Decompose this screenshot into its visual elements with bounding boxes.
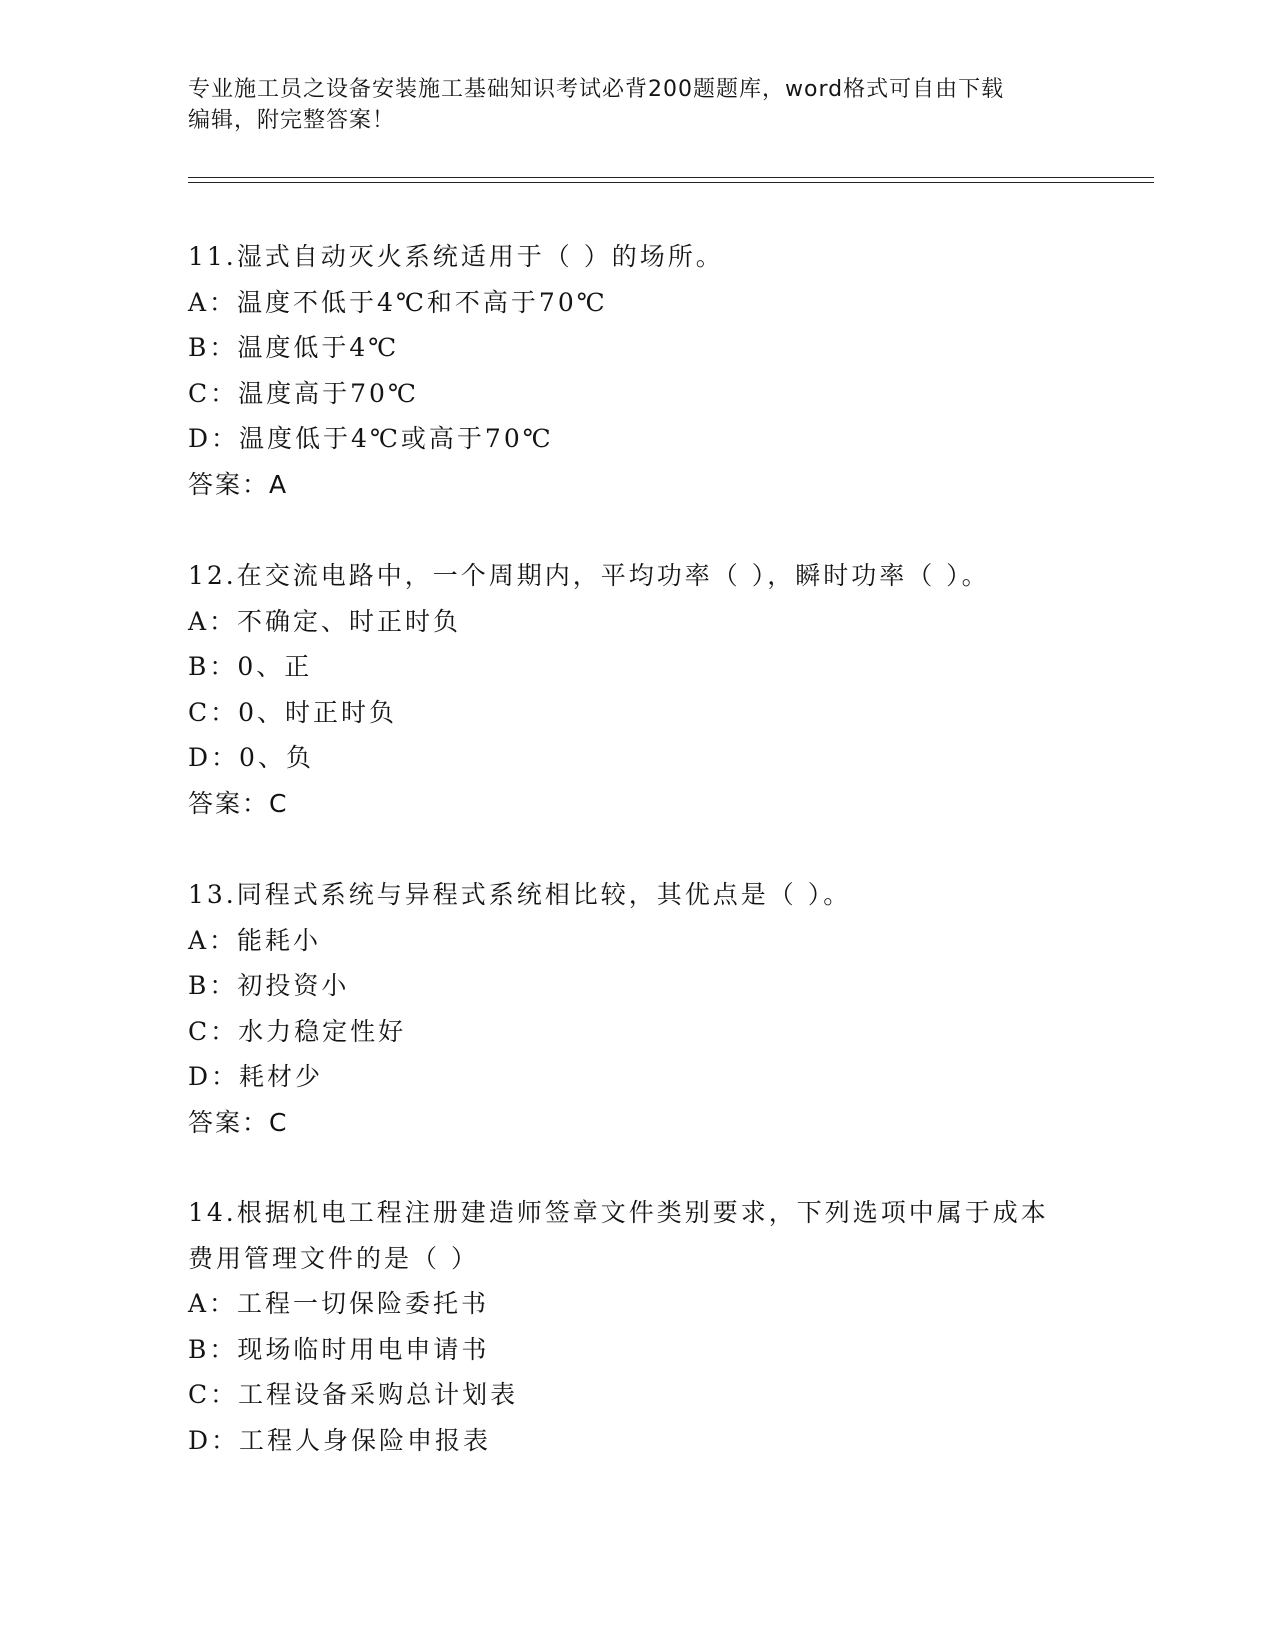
option-b: B：0、正 [188, 652, 313, 681]
header-line-2: 编辑，附完整答案！ [188, 108, 396, 133]
option-d: D：0、负 [188, 743, 314, 772]
option-c: C：温度高于70℃ [188, 378, 419, 408]
question-stem: 11.湿式自动灭火系统适用于（ ）的场所。 [188, 242, 724, 271]
option-a: A：能耗小 [188, 925, 322, 955]
option-a: A：工程一切保险委托书 [188, 1289, 490, 1318]
header-divider-top [188, 177, 1154, 178]
option-a: A：温度不低于4℃和不高于70℃ [188, 287, 608, 317]
question-stem-line-1: 14.根据机电工程注册建造师签章文件类别要求，下列选项中属于成本 [188, 1198, 1049, 1227]
option-b: B：温度低于4℃ [188, 333, 400, 362]
option-d: D：温度低于4℃或高于70℃ [188, 424, 554, 453]
answer-line: 答案：C [188, 788, 289, 818]
option-c: C：0、时正时负 [188, 697, 398, 727]
header-line-1: 专业施工员之设备安装施工基础知识考试必背200题题库，word格式可自由下载 [188, 77, 1005, 102]
header-divider-bottom [188, 182, 1154, 183]
question-stem: 12.在交流电路中，一个周期内，平均功率（ ），瞬时功率（ ）。 [188, 561, 990, 590]
option-d: D：工程人身保险申报表 [188, 1425, 492, 1455]
option-a: A：不确定、时正时负 [188, 606, 462, 636]
option-b: B：初投资小 [188, 971, 350, 1000]
option-b: B：现场临时用电申请书 [188, 1334, 490, 1364]
answer-line: 答案：C [188, 1107, 289, 1137]
question-stem-line-2: 费用管理文件的是（ ） [188, 1243, 479, 1273]
question-stem: 13.同程式系统与异程式系统相比较，其优点是（ ）。 [188, 880, 852, 909]
option-d: D：耗材少 [188, 1062, 324, 1091]
answer-line: 答案：A [188, 469, 289, 499]
question-14 [188, 1190, 1088, 1463]
question-12 [188, 553, 1088, 826]
option-c: C：工程设备采购总计划表 [188, 1380, 519, 1409]
question-13 [188, 872, 1088, 1145]
document-header [188, 74, 1088, 136]
option-c: C：水力稳定性好 [188, 1016, 407, 1046]
question-11 [188, 234, 1088, 507]
